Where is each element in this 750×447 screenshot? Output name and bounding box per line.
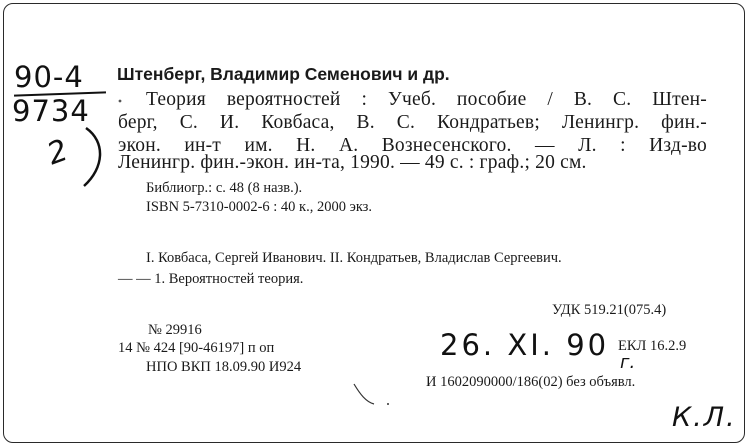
handwritten-shelfmark-bottom: 9734 [12,94,90,128]
handwritten-copy-number: 2 [42,132,73,173]
handwritten-initials: К.Л. [672,402,737,433]
udk-code: УДК 519.21(075.4) [552,302,667,318]
title-line-2: берг, С. И. Ковбаса, В. С. Кондратьев; Ленингр. фин.- [118,112,707,133]
title-line-3: экон. ин-т им. Н. А. Вознесенского. — Л. : Изд-во [118,135,707,156]
handwritten-date-suffix: г. [620,352,636,373]
handwritten-date: 26. XI. 90 [440,328,610,362]
title-line-4: Ленингр. фин.-экон. ин-та, 1990. — 49 с. : граф.; 20 см. [118,152,587,173]
pen-stroke-mark [350,380,400,410]
tracing-line-2: — — 1. Вероятностей теория. [118,271,304,287]
bibliography-note: Библиогр.: с. 48 (8 назв.). [146,180,303,196]
author-heading: Штенберг, Владимир Семенович и др. [117,64,450,84]
ekl-code: ЕКЛ 16.2.9 [618,338,687,354]
npo-line: НПО ВКП 18.09.90 И924 [146,359,302,375]
pen-dot-mark [115,96,125,106]
print-info: 14 № 424 [90-46197] п оп [118,340,275,356]
handwritten-shelfmark-top: 90-4 [14,60,84,94]
isbn-line: ISBN 5-7310-0002-6 : 40 к., 2000 экз. [146,199,373,215]
index-line: И 1602090000/186(02) без объявл. [426,374,636,390]
order-number: № 29916 [148,322,202,338]
title-line-1: Теория вероятностей : Учеб. пособие / В. С. Штен- [146,89,707,110]
tracing-line-1: I. Ковбаса, Сергей Иванович. II. Кондратьев, Владислав Сергеевич. [146,250,562,266]
copy-number-bracket [78,122,118,192]
